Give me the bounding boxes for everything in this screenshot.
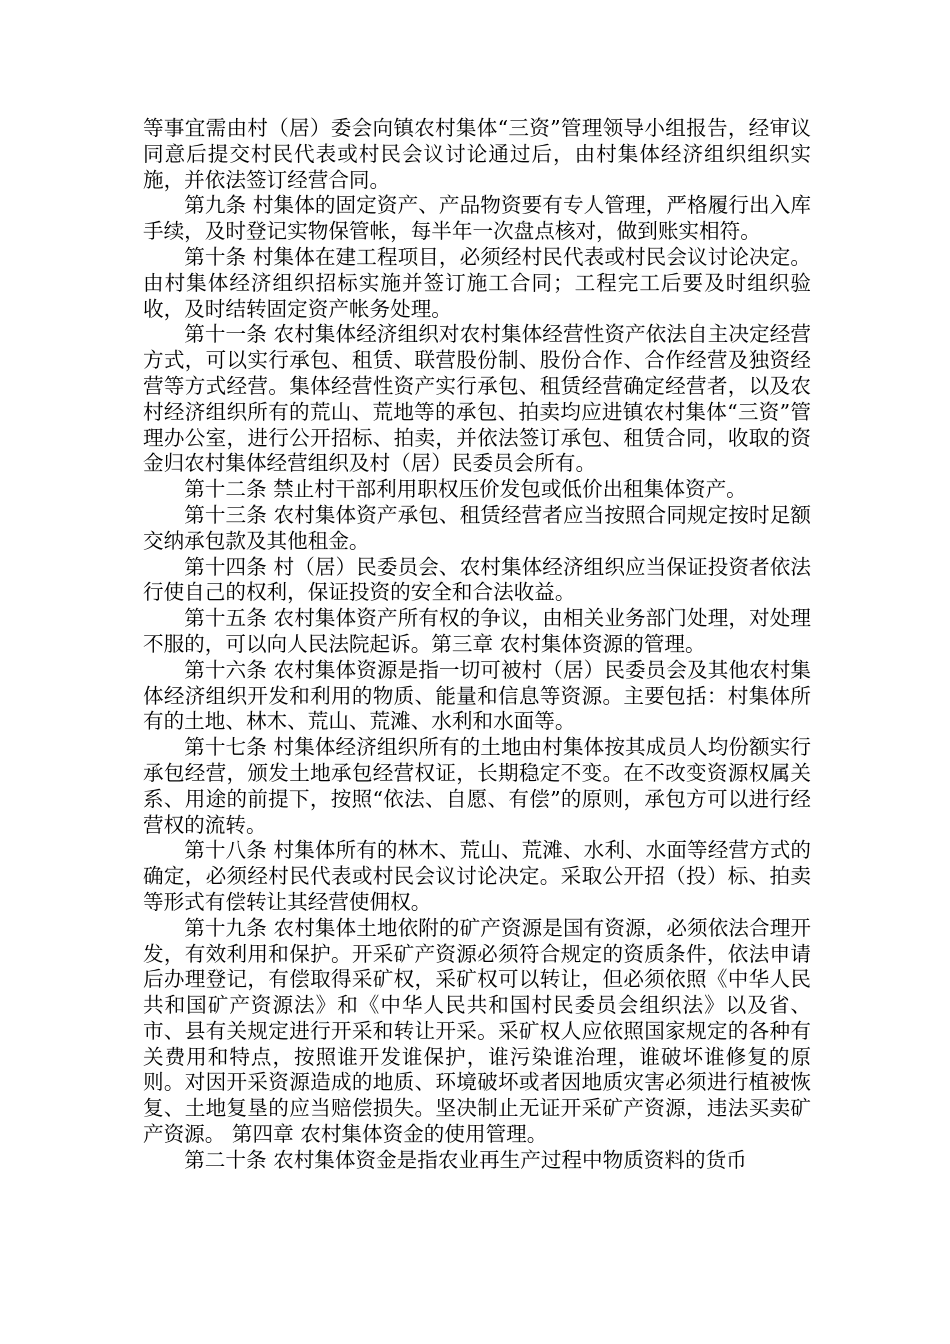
article-9: 第九条 村集体的固定资产、产品物资要有专人管理，严格履行出入库手续，及时登记实物保管帐，每半年一次盘点核对，做到账实相符。 [143, 193, 811, 244]
article-12: 第十二条 禁止村干部利用职权压价发包或低价出租集体资产。 [184, 477, 747, 502]
document-body [143, 116, 811, 1174]
article-10: 第十条 村集体在建工程项目，必须经村民代表或村民会议讨论决定。由村集体经济组织招标实施并签订施工合同；工程完工后要及时组织验收，及时结转固定资产帐务处理。 [143, 244, 811, 321]
article-13: 第十三条 农村集体资产承包、租赁经营者应当按照合同规定按时足额交纳承包款及其他租金。 [143, 502, 811, 553]
article-14: 第十四条 村（居）民委员会、农村集体经济组织应当保证投资者依法行使自己的权利，保证投资的安全和合法收益。 [143, 554, 811, 605]
article-15: 第十五条 农村集体资产所有权的争议，由相关业务部门处理，对处理不服的，可以向人民法院起诉。第三章 农村集体资源的管理。 [143, 606, 811, 656]
article-11: 第十一条 农村集体经济组织对农村集体经营性资产依法自主决定经营方式，可以实行承包、租赁、联营股份制、股份合作、合作经营及独资经营等方式经营。集体经营性资产实行承包、租赁经营确定经营者，以及农村经济组织所有的荒山、荒地等的承包、拍卖均应进镇农村集体“三资”管理办公室，进行公开招标、拍卖，并依法签订承包、租赁合同，收取的资金归农村集体经营组织及村（居）民委员会所有。 [143, 322, 811, 476]
article-19: 第十九条 农村集体土地依附的矿产资源是国有资源，必须依法合理开发，有效利用和保护。开采矿产资源必须符合规定的资质条件，依法申请后办理登记，有偿取得采矿权，采矿权可以转让，但必须依照《中华人民共和国矿产资源法》和《中华人民共和国村民委员会组织法》以及省、市、县有关规定进行开采和转让开采。采矿权人应依照国家规定的各种有关费用和特点，按照谁开发谁保护，谁污染谁治理，谁破坏谁修复的原则。对因开采资源造成的地质、环境破坏或者因地质灾害必须进行植被恢复、土地复垦的应当赔偿损失。坚决制止无证开采矿产资源，违法买卖矿产资源。 第四章 农村集体资金的使用管理。 [143, 915, 811, 1147]
article-18: 第十八条 村集体所有的林木、荒山、荒滩、水利、水面等经营方式的确定，必须经村民代表或村民会议讨论决定。采取公开招（投）标、拍卖等形式有偿转让其经营使佣权。 [143, 838, 811, 914]
article-16: 第十六条 农村集体资源是指一切可被村（居）民委员会及其他农村集体经济组织开发和利用的物质、能量和信息等资源。主要包括：村集体所有的土地、林木、荒山、荒滩、水利和水面等。 [143, 657, 811, 734]
paragraph-continuation: 等事宜需由村（居）委会向镇农村集体“三资”管理领导小组报告，经审议同意后提交村民代表或村民会议讨论通过后，由村集体经济组织组织实施，并依法签订经营合同。 [143, 116, 811, 192]
article-20: 第二十条 农村集体资金是指农业再生产过程中物质资料的货币 [184, 1147, 747, 1172]
article-17: 第十七条 村集体经济组织所有的土地由村集体按其成员人均份额实行承包经营，颁发土地承包经营权证，长期稳定不变。在不改变资源权属关系、用途的前提下，按照“依法、自愿、有偿”的原则，承包方可以进行经营权的流转。 [143, 735, 811, 837]
